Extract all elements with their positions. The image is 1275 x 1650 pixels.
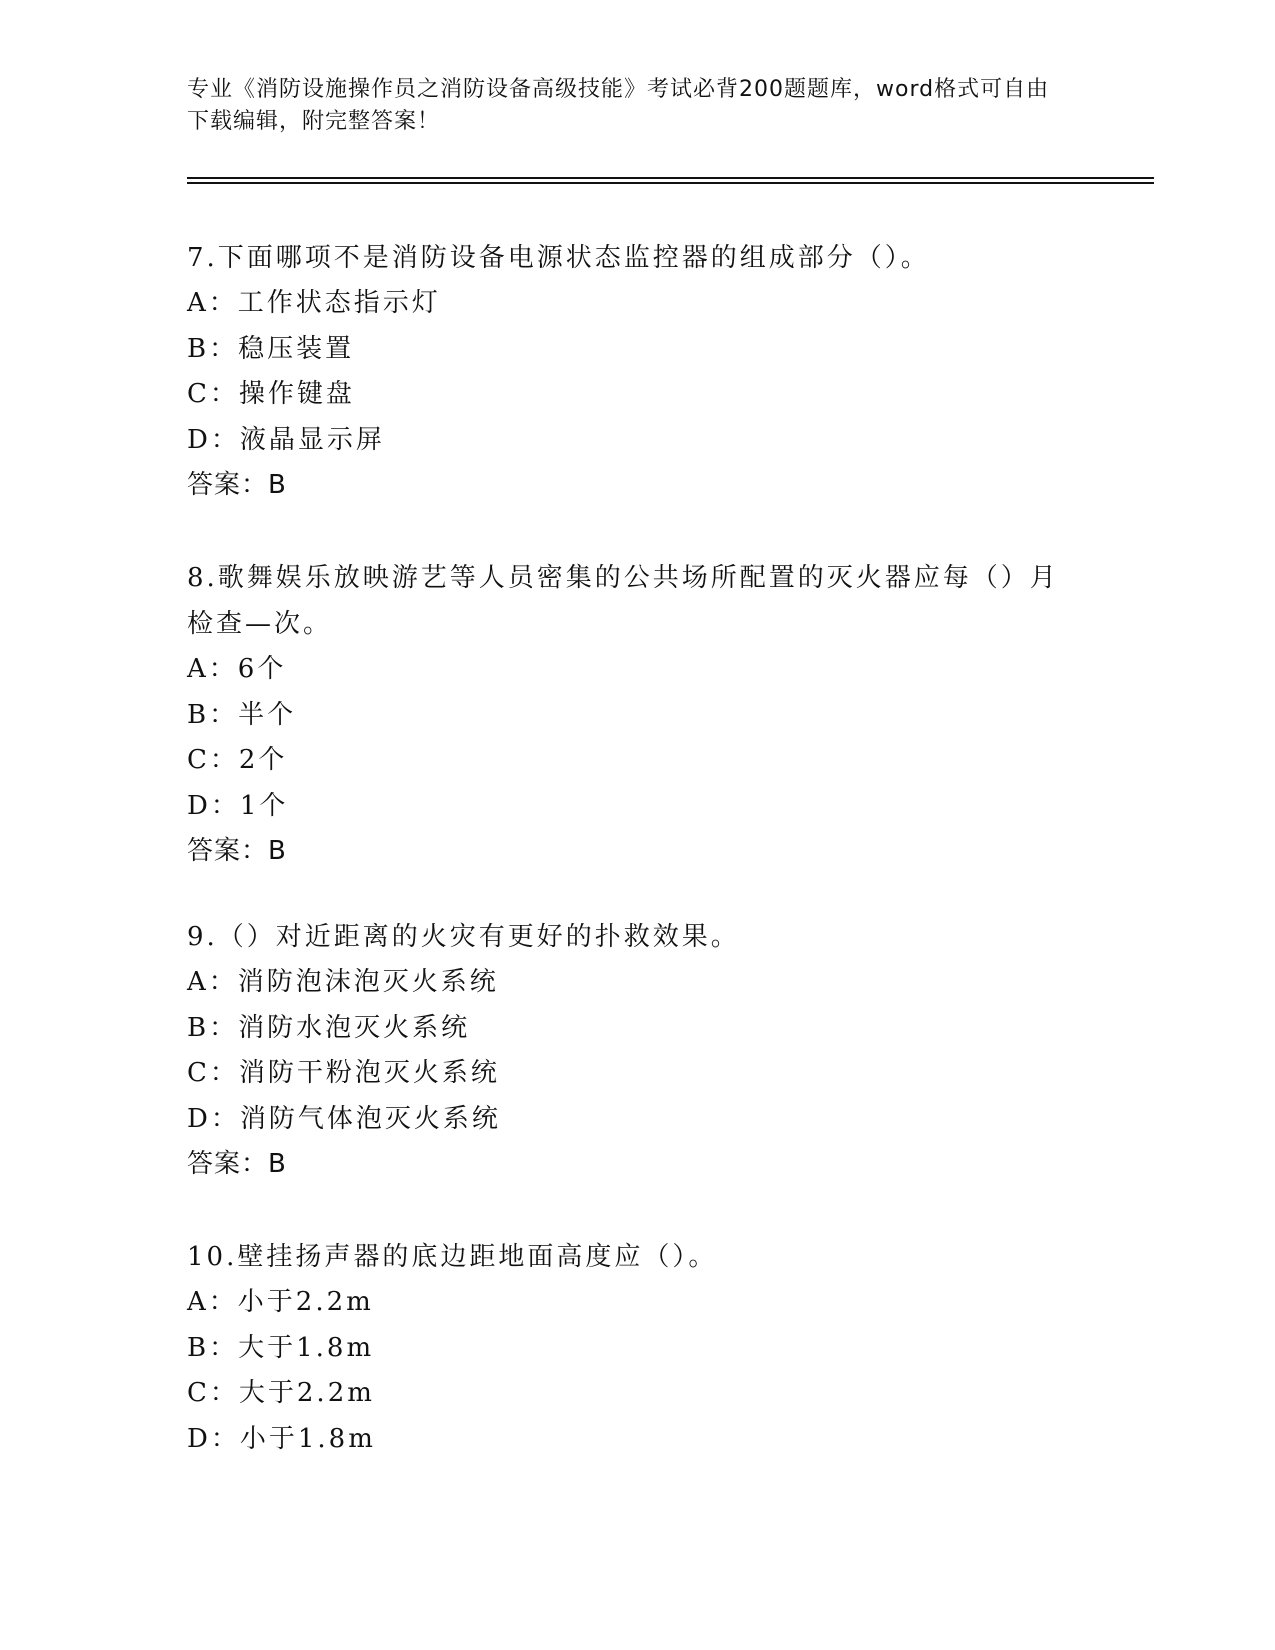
question-stem: 8.歌舞娱乐放映游艺等人员密集的公共场所配置的灭火器应每（）月检查—次。 — [187, 563, 1059, 639]
question-stem: 7.下面哪项不是消防设备电源状态监控器的组成部分（）。 — [187, 243, 930, 273]
option-a: A：消防泡沫泡灭火系统 — [187, 967, 499, 997]
answer: 答案：B — [187, 1149, 287, 1179]
option-a: A：6个 — [187, 654, 287, 684]
question-9 — [187, 914, 1067, 1186]
option-c: C：大于2.2m — [187, 1378, 375, 1408]
option-d: D：消防气体泡灭火系统 — [187, 1103, 501, 1134]
question-10 — [187, 1234, 1067, 1462]
header-divider-bottom — [187, 182, 1154, 184]
document-header: 专业《消防设施操作员之消防设备高级技能》考试必背200题题库，word格式可自由下载编辑，附完整答案！ — [187, 77, 1050, 134]
option-c: C：消防干粉泡灭火系统 — [187, 1058, 500, 1088]
question-8 — [187, 555, 1067, 873]
option-a: A：小于2.2m — [187, 1287, 374, 1317]
question-7 — [187, 235, 1067, 507]
option-b: B：消防水泡灭火系统 — [187, 1012, 471, 1043]
option-c: C：操作键盘 — [187, 379, 355, 409]
option-c: C：2个 — [187, 745, 288, 775]
option-d: D：小于1.8m — [187, 1423, 376, 1454]
question-stem: 10.壁挂扬声器的底边距地面高度应（）。 — [187, 1242, 718, 1272]
option-b: B：稳压装置 — [187, 333, 355, 364]
option-d: D：1个 — [187, 790, 289, 821]
option-b: B：半个 — [187, 699, 297, 730]
answer: 答案：B — [187, 836, 287, 866]
option-d: D：液晶显示屏 — [187, 424, 385, 455]
header-divider-top — [187, 177, 1154, 179]
option-a: A：工作状态指示灯 — [187, 288, 441, 318]
answer: 答案：B — [187, 470, 287, 500]
question-stem: 9.（）对近距离的火灾有更好的扑救效果。 — [187, 922, 740, 952]
option-b: B：大于1.8m — [187, 1332, 375, 1363]
